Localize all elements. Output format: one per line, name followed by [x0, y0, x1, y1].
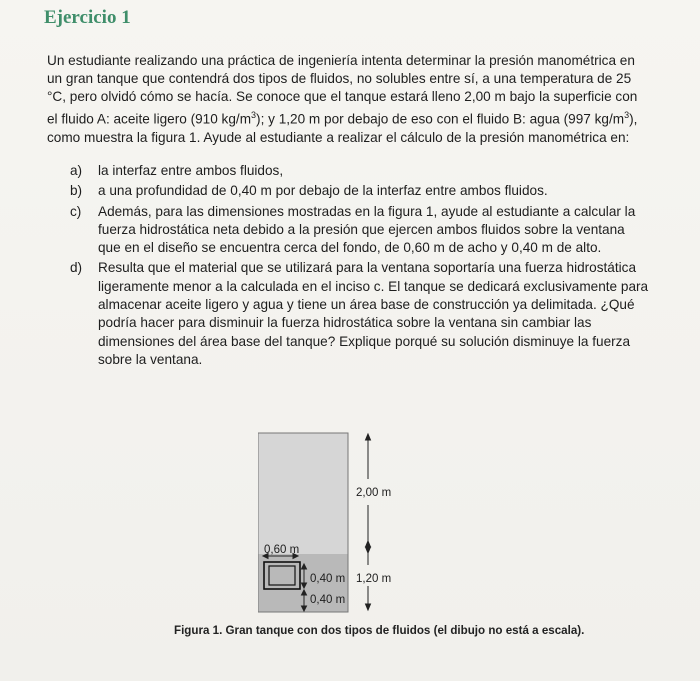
oil-layer [258, 433, 348, 554]
water-depth-label: 1,20 m [356, 573, 392, 585]
intro-text-2: ); y 1,20 m por debajo de eso con el fluido B: agua (997 kg/m [256, 111, 625, 127]
problem-statement [47, 52, 647, 147]
question-b [70, 182, 650, 200]
oil-depth-label: 2,00 m [356, 487, 392, 499]
intro-text-1: Un estudiante realizando una práctica de ingeniería intenta determinar la presión manométrica en un gran tanque que contendrá dos tipos de fluidos, no solubles entre sí, a una temperatura de 25 °C, pero olvidó cómo se hacía. Se conoce que el tanque estará lleno 2,00 m bajo la superficie con el fluido A: aceite ligero (910 kg/m [47, 53, 638, 127]
question-d [70, 259, 650, 369]
question-marker: a) [70, 163, 83, 178]
exercise-title: Ejercicio 1 [44, 7, 131, 28]
question-text: Además, para las dimensiones mostradas en la figura 1, ayude al estudiante a calcular la fuerza hidrostática neta debido a la presión que ejercen ambos fluidos sobre la ventana que en el diseño se encuentra cerca del fondo, de 0,60 m de acho y 0,40 m de alto. [98, 203, 636, 256]
figure-caption: Figura 1. Gran tanque con dos tipos de fluidos (el dibujo no está a escala). [174, 624, 585, 637]
question-marker: c) [70, 203, 82, 219]
question-text: a una profundidad de 0,40 m por debajo de la interfaz entre ambos fluidos. [98, 183, 548, 199]
question-list [70, 162, 650, 371]
window-width-label: 0,60 m [264, 544, 300, 556]
question-marker: b) [70, 183, 83, 199]
question-text: Resulta que el material que se utilizará para la ventana soportaría una fuerza hidrostática ligeramente menor a la calculada en el inciso c. El tanque se dedicará exclusivamente para almacenar aceite ligero y agua y tiene un área base de construcción ya delimitada. ¿Qué podría hacer para disminuir la fuerza hidrostática sobre la ventana sin cambiar las dimensiones del área base del tanque? Explique porqué su solución disminuye la fuerza sobre la ventana. [98, 260, 649, 367]
window-bottom-label: 0,40 m [310, 594, 346, 606]
superscript-oil: 3 [251, 110, 257, 120]
question-marker: d) [70, 260, 83, 276]
window-height-label: 0,40 m [310, 573, 346, 585]
question-c [70, 203, 650, 258]
tank-figure [258, 415, 458, 625]
intro-text-3: ), como muestra la figura 1. Ayude al estudiante a realizar el cálculo de la presión manométrica en: [47, 111, 638, 145]
question-text: la interfaz entre ambos fluidos, [98, 163, 284, 178]
question-a [70, 162, 650, 180]
superscript-water: 3 [624, 110, 630, 120]
